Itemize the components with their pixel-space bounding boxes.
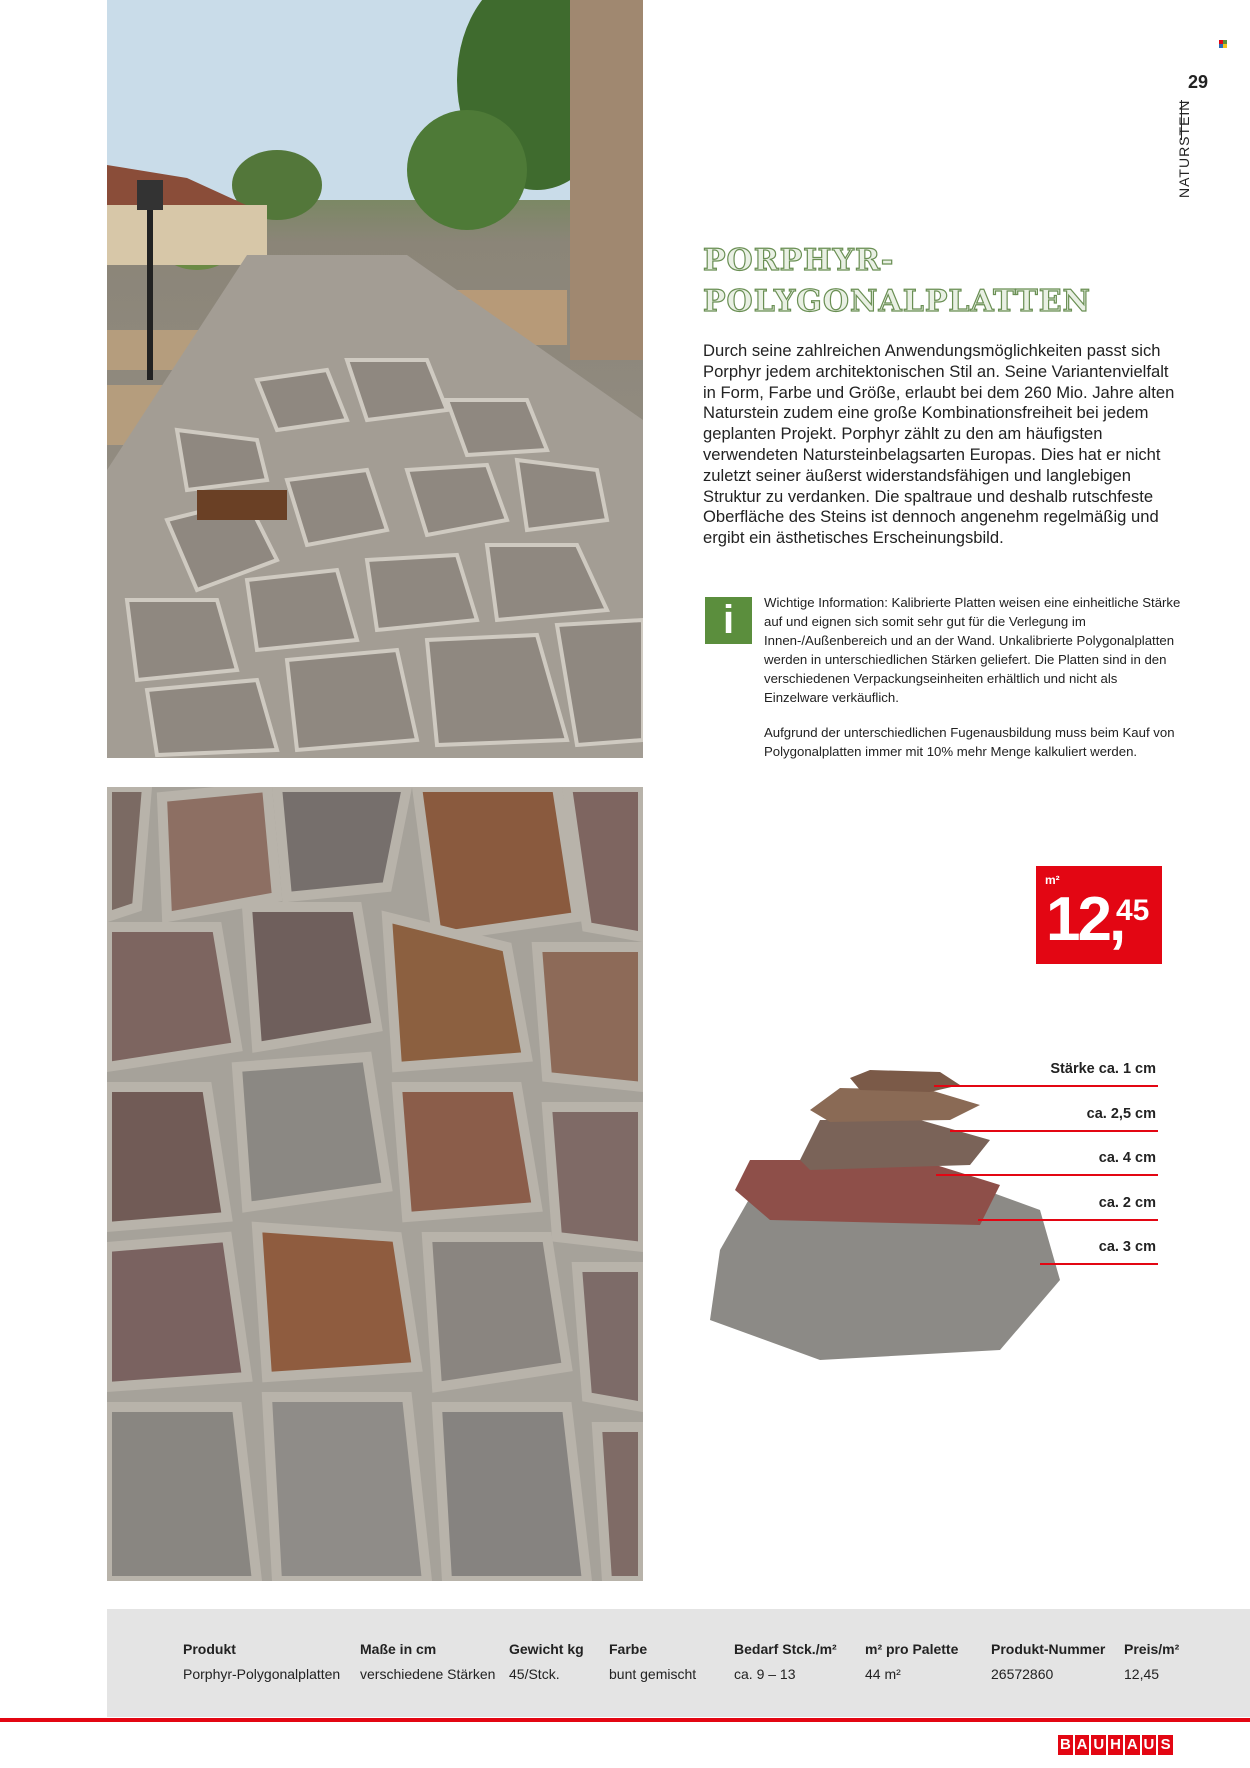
section-label: NATURSTEIN bbox=[1176, 99, 1192, 198]
thickness-label-1: Stärke ca. 1 cm bbox=[1050, 1061, 1156, 1077]
thickness-label-3: ca. 4 cm bbox=[1098, 1150, 1156, 1166]
table-cell-product-number: 26572860 bbox=[991, 1666, 1054, 1682]
price-badge bbox=[1036, 866, 1162, 964]
article-body: Durch seine zahlreichen Anwendungsmöglichkeiten passt sich Porphyr jedem architektonischen Stil an. Seine Variantenvielfalt in Form, Farbe und Größe, erlaubt bei dem 260 Mio. Jahre alten Naturstein zudem eine große Kombinationsfreiheit bei jedem geplanten Projekt. Porphyr zählt zu den am häufigsten verwendeten Natursteinbelagsarten Europas. Dies hat er nicht zuletzt seiner äußerst widerstandsfähigen und langlebigen Struktur zu verdanken. Die spaltraue und deshalb rutschfeste Oberfläche des Steins ist dennoch angenehm regelmäßig und ergibt ein ästhetisches Erscheinungsbild. bbox=[703, 341, 1175, 548]
garden-path-illustration bbox=[107, 0, 643, 758]
table-header-product-number: Produkt-Nummer bbox=[991, 1641, 1106, 1657]
logo-letter: A bbox=[1126, 1736, 1138, 1753]
logo-letter: H bbox=[1110, 1736, 1121, 1753]
page-number: 29 bbox=[1188, 72, 1209, 92]
table-cell-price: 12,45 bbox=[1124, 1666, 1160, 1682]
table-cell-product: Porphyr-Polygonalplatten bbox=[183, 1666, 341, 1682]
table-header-price: Preis/m² bbox=[1124, 1641, 1180, 1657]
logo-letter: B bbox=[1059, 1736, 1071, 1753]
logo-letter: U bbox=[1143, 1736, 1155, 1753]
thickness-label-2: ca. 2,5 cm bbox=[1086, 1106, 1156, 1122]
table-cell-per-pallet: 44 m² bbox=[865, 1666, 901, 1682]
article-title-line2: POLYGONALPLATTEN bbox=[703, 284, 1091, 319]
thickness-pointer-2 bbox=[950, 1130, 1158, 1132]
logo-letter: A bbox=[1076, 1736, 1088, 1753]
logo-letter: U bbox=[1093, 1736, 1105, 1753]
table-header-demand: Bedarf Stck./m² bbox=[734, 1641, 837, 1657]
note-text: Aufgrund der unterschiedlichen Fugenausbildung muss beim Kauf von Polygonalplatten immer mit 10% mehr Menge kalkuliert werden. bbox=[764, 725, 1175, 759]
table-header-per-pallet: m² pro Palette bbox=[865, 1641, 959, 1657]
thickness-pointer-5 bbox=[1040, 1263, 1158, 1265]
logo-letter: S bbox=[1158, 1735, 1173, 1755]
price-cents: 45 bbox=[1116, 894, 1150, 927]
thickness-label-4: ca. 2 cm bbox=[1098, 1195, 1156, 1211]
bauhaus-logo bbox=[1058, 1735, 1173, 1755]
porphyry-closeup-photo bbox=[107, 787, 643, 1581]
porphyry-texture-illustration bbox=[107, 787, 643, 1581]
price-main: 12, bbox=[1046, 885, 1124, 954]
article-title-line1: PORPHYR- bbox=[703, 243, 895, 278]
footer-rule bbox=[0, 1718, 1250, 1722]
table-cell-demand: ca. 9 – 13 bbox=[734, 1666, 796, 1682]
table-cell-dimensions: verschiedene Stärken bbox=[360, 1666, 496, 1682]
table-cell-weight: 45/Stck. bbox=[509, 1666, 560, 1682]
thickness-pointer-3 bbox=[936, 1174, 1158, 1176]
thickness-label-5: ca. 3 cm bbox=[1098, 1239, 1156, 1255]
info-icon: i bbox=[705, 597, 752, 644]
table-header-weight: Gewicht kg bbox=[509, 1641, 584, 1657]
info-text: Wichtige Information: Kalibrierte Platten weisen eine einheitliche Stärke auf und eignen sich somit sehr gut für die Verlegung im Innen-/Außenbereich und an der Wand. Unkalibrierte Polygonalplatten werden in unterschiedlichen Stärken geliefert. Die Platten sind in den verschiedenen Verpackungseinheiten erhältlich und nicht als Einzelware verkäuflich. bbox=[764, 595, 1181, 705]
thickness-pointer-1 bbox=[934, 1085, 1158, 1087]
table-header-color: Farbe bbox=[609, 1641, 648, 1657]
table-header-dimensions: Maße in cm bbox=[360, 1641, 437, 1657]
garden-path-photo bbox=[107, 0, 643, 758]
price-unit: m² bbox=[1045, 873, 1060, 887]
corner-mark-icon bbox=[1219, 35, 1227, 43]
product-table bbox=[107, 1609, 1250, 1717]
thickness-pointer-4 bbox=[978, 1219, 1158, 1221]
table-header-product: Produkt bbox=[183, 1641, 236, 1657]
table-cell-color: bunt gemischt bbox=[609, 1666, 697, 1682]
